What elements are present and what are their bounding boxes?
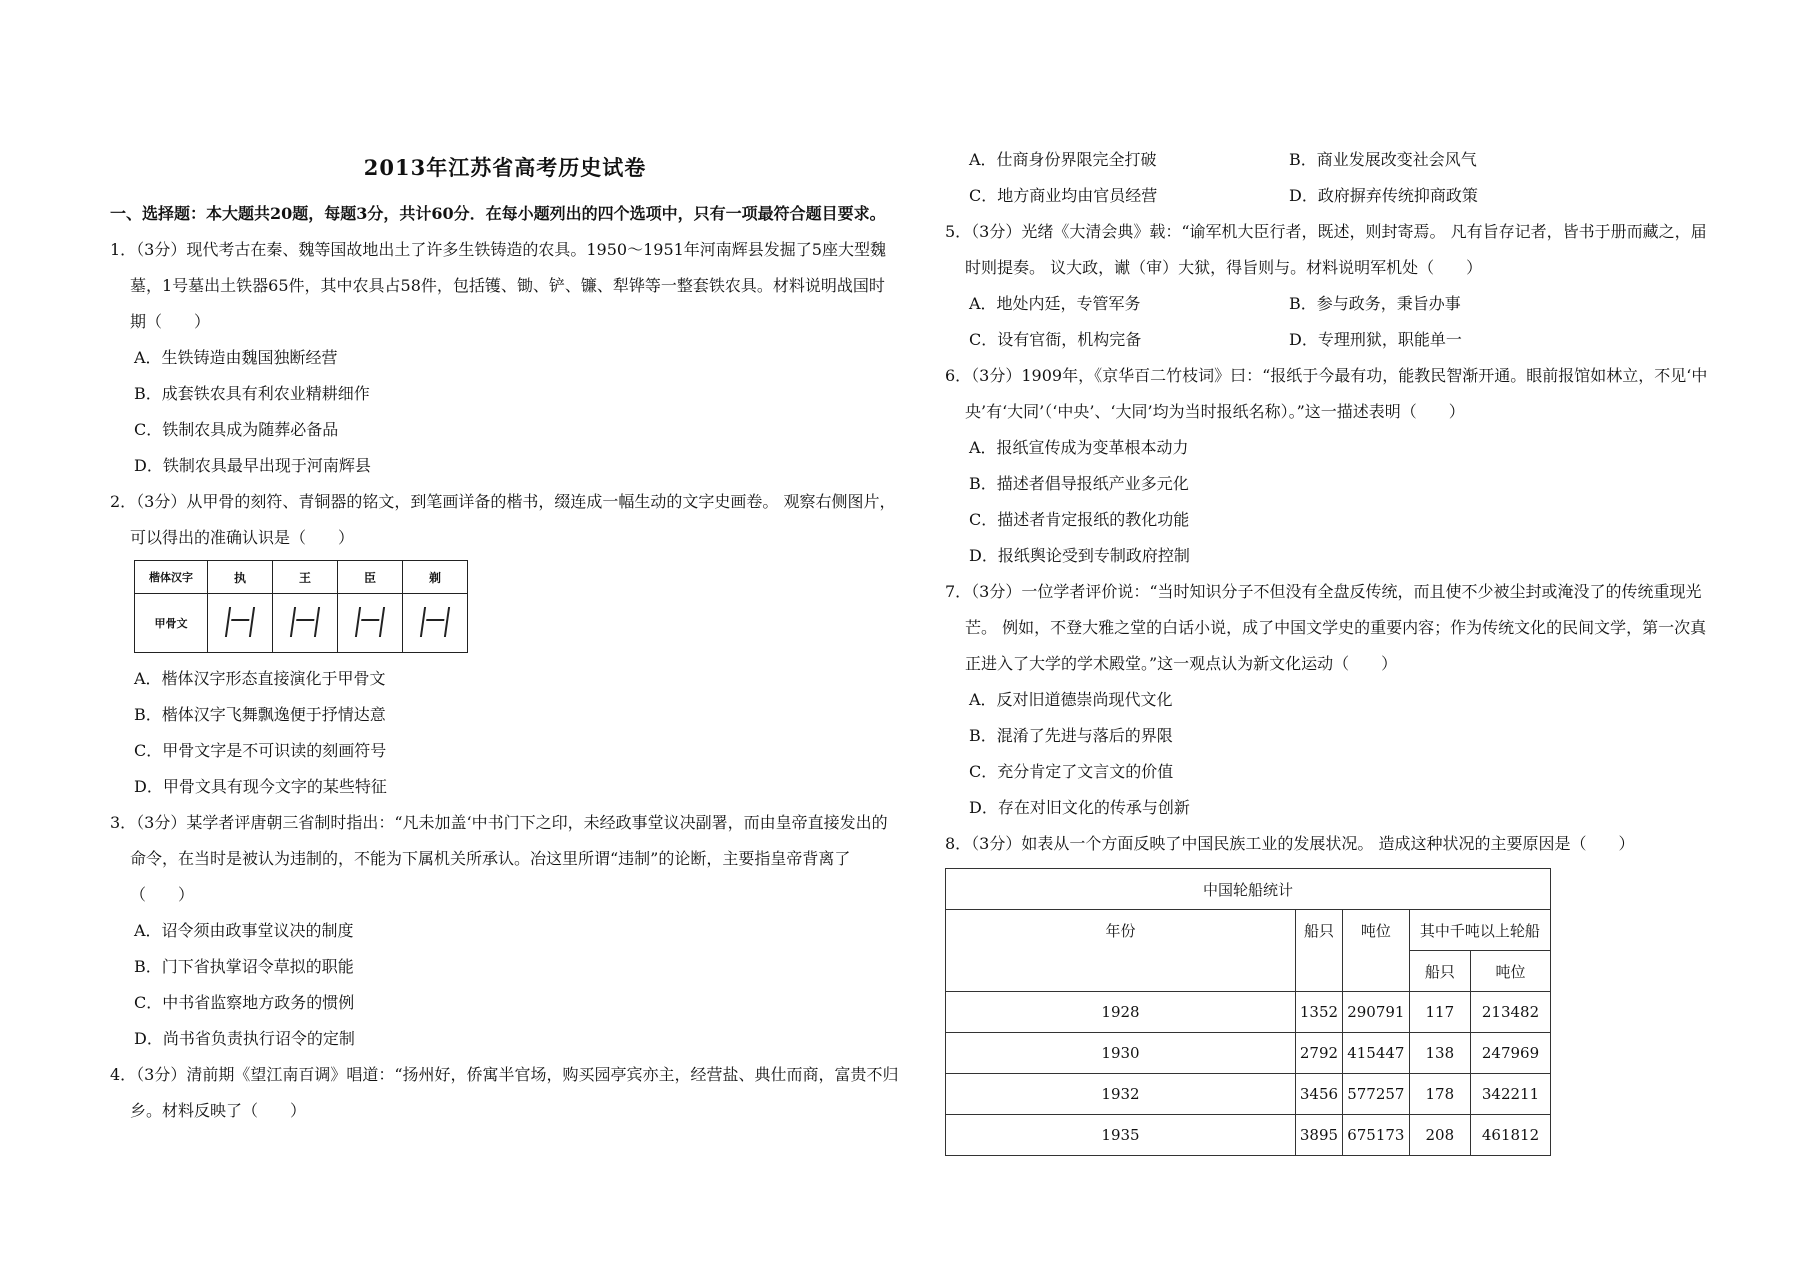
question-3 — [110, 805, 900, 1057]
question-stem: 4．（3分）清前期《望江南百调》唱道：“扬州好，侨寓半官场，购买园亭宾亦主，经营盐、典仕而商，富贵不归乡。材料反映了（ ） — [110, 1065, 899, 1120]
oracle-bone-table — [134, 560, 468, 653]
table-cell — [338, 594, 403, 653]
table-cell: 247969 — [1470, 1033, 1550, 1074]
option-row — [945, 178, 1715, 214]
table-cell: 臣 — [338, 561, 403, 594]
option-a[interactable]: A．报纸宣传成为变革根本动力 — [969, 438, 1189, 457]
option-b[interactable]: B．商业发展改变社会风气 — [1289, 150, 1477, 169]
table-header: 甲骨文 — [135, 594, 208, 653]
option-a[interactable]: A．楷体汉字形态直接演化于甲骨文 — [134, 669, 386, 688]
option-c[interactable]: C．描述者肯定报纸的教化功能 — [969, 510, 1190, 529]
option-b[interactable]: B．门下省执掌诏令草拟的职能 — [134, 957, 354, 976]
table-cell: 1932 — [946, 1074, 1296, 1115]
option-row — [945, 142, 1715, 178]
table-cell: 577257 — [1342, 1074, 1409, 1115]
option-a[interactable]: A．生铁铸造由魏国独断经营 — [134, 348, 338, 367]
question-4 — [110, 1057, 900, 1129]
option-row — [945, 322, 1715, 358]
table-cell — [403, 594, 468, 653]
option-a[interactable]: A．反对旧道德崇尚现代文化 — [969, 690, 1173, 709]
option-a[interactable]: A．诏令须由政事堂议决的制度 — [134, 921, 354, 940]
table-row — [946, 1115, 1551, 1156]
table-row — [946, 910, 1551, 951]
option-c[interactable]: C．充分肯定了文言文的价值 — [969, 762, 1174, 781]
option-d[interactable]: D．存在对旧文化的传承与创新 — [969, 798, 1190, 817]
oracle-glyph-icon — [355, 607, 385, 637]
question-stem: 1．（3分）现代考古在秦、魏等国故地出土了许多生铁铸造的农具。1950～1951年河南辉县发掘了5座大型魏墓，1号墓出土铁器65件，其中农具占58件，包括镬、锄、铲、镰、犁铧等一整套铁农具。材料说明战国时期（ ） — [110, 240, 886, 331]
section-heading: 一、选择题：本大题共20题，每题3分，共计60分．在每小题列出的四个选项中，只有一项最符合题目要求。 — [110, 204, 886, 223]
question-stem: 5．（3分）光绪《大清会典》载：“谕军机大臣行者，既述，则封寄焉。 凡有旨存记者，皆书于册而藏之，届时则提奏。 议大政，谳（审）大狱，得旨则与。材料说明军机处（ ） — [945, 222, 1707, 277]
table-cell — [273, 594, 338, 653]
table-header: 船只 — [1296, 910, 1343, 992]
option-b[interactable]: B．成套铁农具有利农业精耕细作 — [134, 384, 370, 403]
table-cell: 208 — [1409, 1115, 1470, 1156]
table-cell: 3456 — [1296, 1074, 1343, 1115]
table-cell: 675173 — [1342, 1115, 1409, 1156]
oracle-glyph-icon — [290, 607, 320, 637]
table-cell — [208, 594, 273, 653]
question-stem: 8．（3分）如表从一个方面反映了中国民族工业的发展状况。 造成这种状况的主要原因是（ ） — [945, 834, 1635, 853]
table-cell: 415447 — [1342, 1033, 1409, 1074]
option-b[interactable]: B．描述者倡导报纸产业多元化 — [969, 474, 1189, 493]
option-d[interactable]: D．报纸舆论受到专制政府控制 — [969, 546, 1190, 565]
option-d[interactable]: D．政府摒弃传统抑商政策 — [1289, 186, 1478, 205]
table-row — [135, 561, 468, 594]
option-a[interactable]: A．仕商身份界限完全打破 — [969, 150, 1157, 169]
option-row — [945, 286, 1715, 322]
option-c[interactable]: C．地方商业均由官员经营 — [969, 186, 1158, 205]
question-stem: 2．（3分）从甲骨的刻符、青铜器的铭文，到笔画详备的楷书，缀连成一幅生动的文字史画卷。 观察右侧图片，可以得出的准确认识是（ ） — [110, 492, 896, 547]
table-header: 楷体汉字 — [135, 561, 208, 594]
question-2 — [110, 484, 900, 805]
table-cell: 1352 — [1296, 992, 1343, 1033]
table-header: 船只 — [1409, 951, 1470, 992]
option-b[interactable]: B．混淆了先进与落后的界限 — [969, 726, 1173, 745]
table-cell: 1930 — [946, 1033, 1296, 1074]
table-row — [946, 992, 1551, 1033]
table-cell: 138 — [1409, 1033, 1470, 1074]
table-cell: 213482 — [1470, 992, 1550, 1033]
table-cell: 290791 — [1342, 992, 1409, 1033]
oracle-glyph-icon — [225, 607, 255, 637]
table-cell: 342211 — [1470, 1074, 1550, 1115]
oracle-glyph-icon — [420, 607, 450, 637]
table-row — [946, 1033, 1551, 1074]
table-row — [946, 869, 1551, 910]
table-cell: 1928 — [946, 992, 1296, 1033]
question-1 — [110, 232, 900, 484]
question-stem: 6．（3分）1909年，《京华百二竹枝词》曰：“报纸于今最有功，能教民智渐开通。眼前报馆如林立，不见‘中央’有‘大同’（‘中央’、‘大同’均为当时报纸名称）。”这一描述表明（ ） — [945, 366, 1708, 421]
question-8 — [945, 826, 1715, 1156]
question-7 — [945, 574, 1715, 826]
table-header: 年份 — [946, 910, 1296, 992]
table-cell: 3895 — [1296, 1115, 1343, 1156]
table-cell: 执 — [208, 561, 273, 594]
table-cell: 461812 — [1470, 1115, 1550, 1156]
table-row — [946, 1074, 1551, 1115]
table-cell: 117 — [1409, 992, 1470, 1033]
table-row — [135, 594, 468, 653]
option-c[interactable]: C．铁制农具成为随葬必备品 — [134, 420, 339, 439]
table-cell: 1935 — [946, 1115, 1296, 1156]
table-header: 吨位 — [1470, 951, 1550, 992]
option-d[interactable]: D．甲骨文具有现今文字的某些特征 — [134, 777, 387, 796]
question-stem: 3．（3分）某学者评唐朝三省制时指出：“凡未加盖‘中书门下之印，未经政事堂议决副署，而由皇帝直接发出的命令，在当时是被认为违制的，不能为下属机关所承认。冶这里所谓“违制”的论断，主要指皇帝背离了（ ） — [110, 813, 888, 904]
option-b[interactable]: B．楷体汉字飞舞飘逸便于抒情达意 — [134, 705, 386, 724]
left-column — [110, 140, 900, 1129]
option-d[interactable]: D．专理刑狱，职能单一 — [1289, 330, 1462, 349]
option-b[interactable]: B．参与政务，秉旨办事 — [1289, 294, 1461, 313]
page-title: 2013年江苏省高考历史试卷 — [363, 155, 647, 180]
table-cell: 2792 — [1296, 1033, 1343, 1074]
question-5 — [945, 214, 1715, 358]
table-cell: 178 — [1409, 1074, 1470, 1115]
table-cell: 王 — [273, 561, 338, 594]
ship-statistics-table — [945, 868, 1551, 1156]
option-a[interactable]: A．地处内廷，专管军务 — [969, 294, 1141, 313]
option-d[interactable]: D．铁制农具最早出现于河南辉县 — [134, 456, 371, 475]
option-c[interactable]: C．中书省监察地方政务的惯例 — [134, 993, 355, 1012]
option-c[interactable]: C．设有官衙，机构完备 — [969, 330, 1142, 349]
question-6 — [945, 358, 1715, 574]
right-column — [945, 142, 1715, 1156]
question-stem: 7．（3分）一位学者评价说：“当时知识分子不但没有全盘反传统，而且使不少被尘封或淹没了的传统重现光芒。 例如，不登大雅之堂的白话小说，成了中国文学史的重要内容；作为传统文化的民间文学，第一次真正进入了大学的学术殿堂。”这一观点认为新文化运动（ ） — [945, 582, 1707, 673]
table-cell: 剃 — [403, 561, 468, 594]
table-caption: 中国轮船统计 — [946, 869, 1551, 910]
table-header: 其中千吨以上轮船 — [1409, 910, 1550, 951]
option-d[interactable]: D．尚书省负责执行诏令的定制 — [134, 1029, 355, 1048]
table-header: 吨位 — [1342, 910, 1409, 992]
option-c[interactable]: C．甲骨文字是不可识读的刻画符号 — [134, 741, 387, 760]
